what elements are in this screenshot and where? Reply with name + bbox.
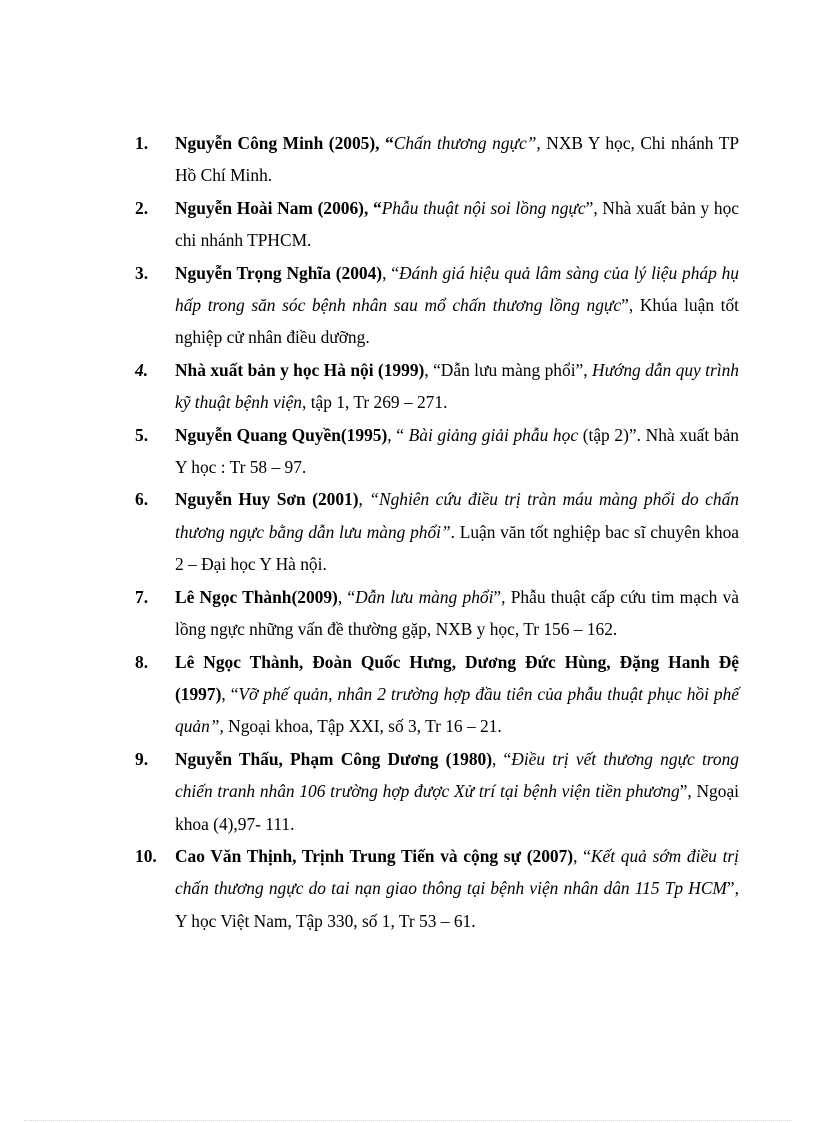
reference-number: 10. [135, 845, 157, 866]
reference-number: 5. [135, 424, 149, 445]
reference-item [135, 419, 739, 484]
reference-title: “Nghiên cứu điều trị tràn máu màng phổi do chấn thương ngực bằng dẫn lưu màng phổi” [175, 489, 739, 542]
reference-authors: Nguyễn Huy Sơn (2001) [175, 489, 359, 510]
reference-punct: , “ [573, 845, 591, 866]
reference-authors: Nguyễn Quang Quyền(1995) [175, 424, 388, 445]
reference-authors: Nhà xuất bản y học Hà nội (1999) [175, 359, 425, 380]
reference-number: 4. [135, 359, 149, 380]
reference-authors: Nguyễn Hoài Nam (2006), “ [175, 197, 382, 218]
reference-number: 1. [135, 133, 149, 153]
reference-authors: Cao Văn Thịnh, Trịnh Trung Tiến và cộng sự (2007) [175, 845, 574, 866]
reference-item [135, 192, 739, 257]
reference-item [135, 257, 739, 354]
reference-number: 8. [135, 651, 149, 672]
reference-number: 2. [135, 197, 149, 218]
reference-item [135, 581, 739, 646]
reference-title: Vỡ phế quản, nhân 2 trường hợp đầu tiên của phẫu thuật phục hồi phế quản”, [175, 683, 739, 737]
reference-item [135, 127, 739, 192]
reference-title: Chấn thương ngực”, [393, 133, 541, 153]
reference-title: Phẫu thuật nội soi lồng ngực [381, 197, 586, 218]
reference-authors: Nguyễn Công Minh (2005), “ [175, 133, 394, 153]
reference-punct: , “ [382, 262, 399, 283]
reference-title: Dẫn lưu màng phổi [355, 586, 494, 607]
reference-title: Đánh giá hiệu quả lâm sàng của lý liệu pháp hụ hấp trong săn sóc bệnh nhân sau mổ chấn thương lồng ngực [175, 262, 739, 316]
reference-item [135, 354, 739, 419]
reference-source: ”, Nhà xuất bản y học chi nhánh TPHCM. [175, 197, 739, 251]
reference-title: Bài giảng giải phẫu học [408, 424, 579, 445]
reference-source: NXB Y học, Chi nhánh TP Hồ Chí Minh. [175, 133, 739, 186]
reference-authors: Lê Ngọc Thành(2009) [175, 586, 338, 607]
reference-title: Điều trị vết thương ngực trong chiến tranh nhân 106 trường hợp được Xử trí tại bệnh viện tiền phương [175, 748, 739, 802]
reference-authors: Lê Ngọc Thành, Đoàn Quốc Hưng, Dương Đức Hùng, Đặng Hanh Đệ (1997) [175, 651, 739, 704]
reference-punct: , “ [387, 424, 409, 445]
reference-punct: , “ [337, 586, 356, 607]
reference-source: ”, Khúa luận tốt nghiệp cử nhân điều dưỡng. [175, 295, 739, 348]
reference-number: 3. [135, 262, 149, 283]
reference-item [135, 646, 739, 743]
reference-title: Hướng dẫn quy trình kỹ thuật bệnh viện [175, 359, 739, 413]
reference-source: . Luận văn tốt nghiệp bac sĩ chuyên khoa 2 – Đại học Y Hà nội. [175, 521, 739, 575]
reference-number: 7. [135, 586, 149, 607]
reference-list [135, 127, 739, 937]
reference-source: ”, Y học Việt Nam, Tập 330, số 1, Tr 53 – 61. [175, 878, 739, 931]
reference-source: ”, Ngoại khoa (4),97- 111. [175, 781, 739, 834]
reference-authors: Nguyễn Trọng Nghĩa (2004) [175, 262, 383, 283]
reference-source: ”, Phẫu thuật cấp cứu tim mạch và lồng ngực những vấn đề thường gặp, NXB y học, Tr 156 – 162. [175, 586, 739, 640]
page-bottom-border [24, 1120, 792, 1121]
reference-punct: , “Dẫn lưu màng phổi”, [424, 359, 593, 380]
reference-number: 9. [135, 748, 149, 769]
reference-item [135, 743, 739, 840]
reference-source: Ngoại khoa, Tập XXI, số 3, Tr 16 – 21. [223, 716, 502, 737]
reference-number: 6. [135, 489, 149, 510]
reference-source: (tập 2)”. Nhà xuất bản Y học : Tr 58 – 97. [175, 424, 739, 478]
reference-authors: Nguyễn Thấu, Phạm Công Dương (1980) [175, 748, 493, 769]
reference-punct: , [358, 489, 370, 510]
reference-item [135, 483, 739, 580]
reference-source: , tập 1, Tr 269 – 271. [302, 392, 448, 413]
reference-title: Kết quả sớm điều trị chấn thương ngực do tai nạn giao thông tại bệnh viện nhân dân 115 Tp HCM [175, 845, 740, 899]
reference-punct: , “ [492, 748, 512, 769]
reference-punct: , “ [221, 683, 239, 704]
reference-item [135, 840, 739, 937]
